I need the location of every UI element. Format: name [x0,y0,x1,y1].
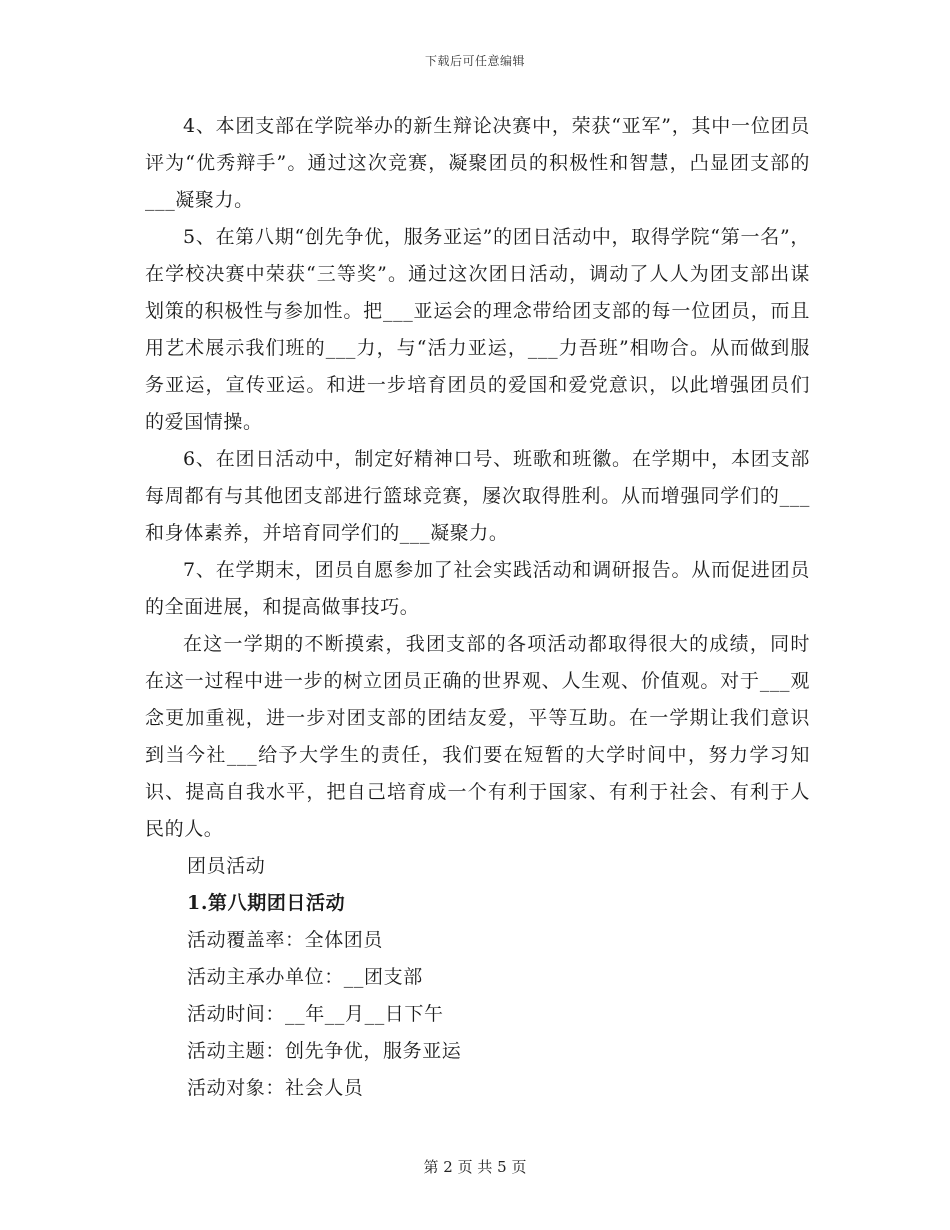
activity-target: 活动对象：社会人员 [187,1077,364,1099]
activity-coverage: 活动覆盖率：全体团员 [187,929,384,951]
paragraph-item-6: 6、在团日活动中，制定好精神口号、班歌和班徽。在学期中，本团支部每周都有与其他团支部进行篮球竞赛，屡次取得胜利。从而增强同学们的___和身体素养，并培育同学们的___凝聚力。 [145,448,810,544]
paragraph-item-5: 5、在第八期“创先争优，服务亚运”的团日活动中，取得学院“第一名”，在学校决赛中荣获“三等奖”。通过这次团日活动，调动了人人为团支部出谋划策的积极性与参加性。把___亚运会的理念带给团支部的每一位团员，而且用艺术展示我们班的___力，与“活力亚运，___力吾班”相吻合。从而做到服务亚运，宣传亚运。和进一步培育团员的爱国和爱党意识，以此增强团员们的爱国情操。 [145,226,810,433]
section-title: 团员活动 [187,855,266,877]
activity-theme: 活动主题：创先争优，服务亚运 [187,1040,462,1062]
page-number: 第 2 页 共 5 页 [423,1158,527,1176]
page-header-note: 下载后可任意编辑 [424,54,525,68]
paragraph-item-4: 4、本团支部在学院举办的新生辩论决赛中，荣获“亚军”，其中一位团员评为“优秀辩手”。通过这次竞赛，凝聚团员的积极性和智慧，凸显团支部的___凝聚力。 [145,115,810,211]
section-subtitle: 1.第八期团日活动 [187,892,346,914]
document-body [145,108,810,1107]
paragraph-summary: 在这一学期的不断摸索，我团支部的各项活动都取得很大的成绩，同时在这一过程中进一步的树立团员正确的世界观、人生观、价值观。对于___观念更加重视，进一步对团支部的团结友爱，平等互助。在一学期让我们意识到当今社___给予大学生的责任，我们要在短暂的大学时间中，努力学习知识、提高自我水平，把自己培育成一个有利于国家、有利于社会、有利于人民的人。 [145,633,810,840]
paragraph-item-7: 7、在学期末，团员自愿参加了社会实践活动和调研报告。从而促进团员的全面进展，和提高做事技巧。 [145,559,810,618]
activity-time: 活动时间：__年__月__日下午 [187,1003,444,1025]
activity-organizer: 活动主承办单位：__团支部 [187,966,423,988]
